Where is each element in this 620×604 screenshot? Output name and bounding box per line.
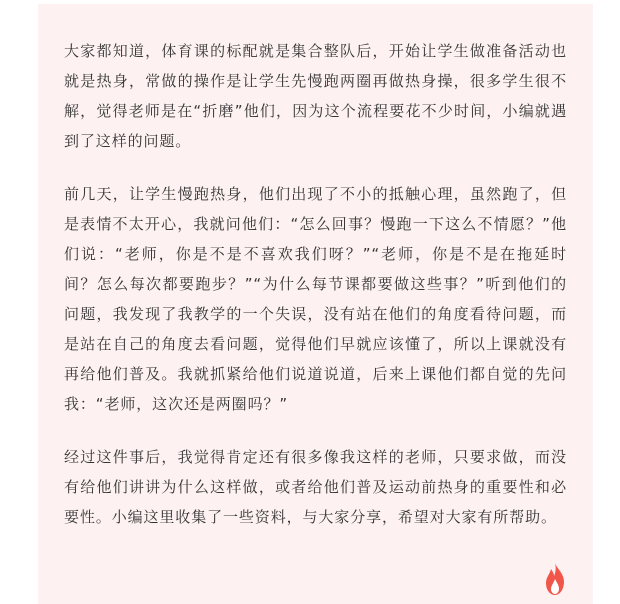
flame-icon <box>542 562 568 596</box>
article-card <box>38 4 593 604</box>
paragraph-intro: 大家都知道，体育课的标配就是集合整队后，开始让学生做准备活动也就是热身，常做的操作是让学生先慢跑两圈再做热身操，很多学生很不解，觉得老师是在“折磨”他们，因为这个流程要花不少时间，小编就遇到了这样的问题。 <box>64 42 567 150</box>
paragraph-conclusion: 经过这件事后，我觉得肯定还有很多像我这样的老师，只要求做，而没有给他们讲讲为什么这样做，或者给他们普及运动前热身的重要性和必要性。小编这里收集了一些资料，与大家分享，希望对大家有所帮助。 <box>64 448 567 526</box>
paragraph-story: 前几天，让学生慢跑热身，他们出现了不小的抵触心理，虽然跑了，但是表情不太开心，我就问他们：“怎么回事？慢跑一下这么不情愿？”他们说：“老师，你是不是不喜欢我们呀？”“老师，你是不是在拖延时间？怎么每次都要跑步？”“为什么每节课都要做这些事？”听到他们的问题，我发现了我教学的一个失误，没有站在他们的角度看待问题，而是站在自己的角度去看问题，觉得他们早就应该懂了，所以上课就没有再给他们普及。我就抓紧给他们说道说道，后来上课他们都自觉的先问我：“老师，这次还是两圈吗？” <box>64 185 567 413</box>
